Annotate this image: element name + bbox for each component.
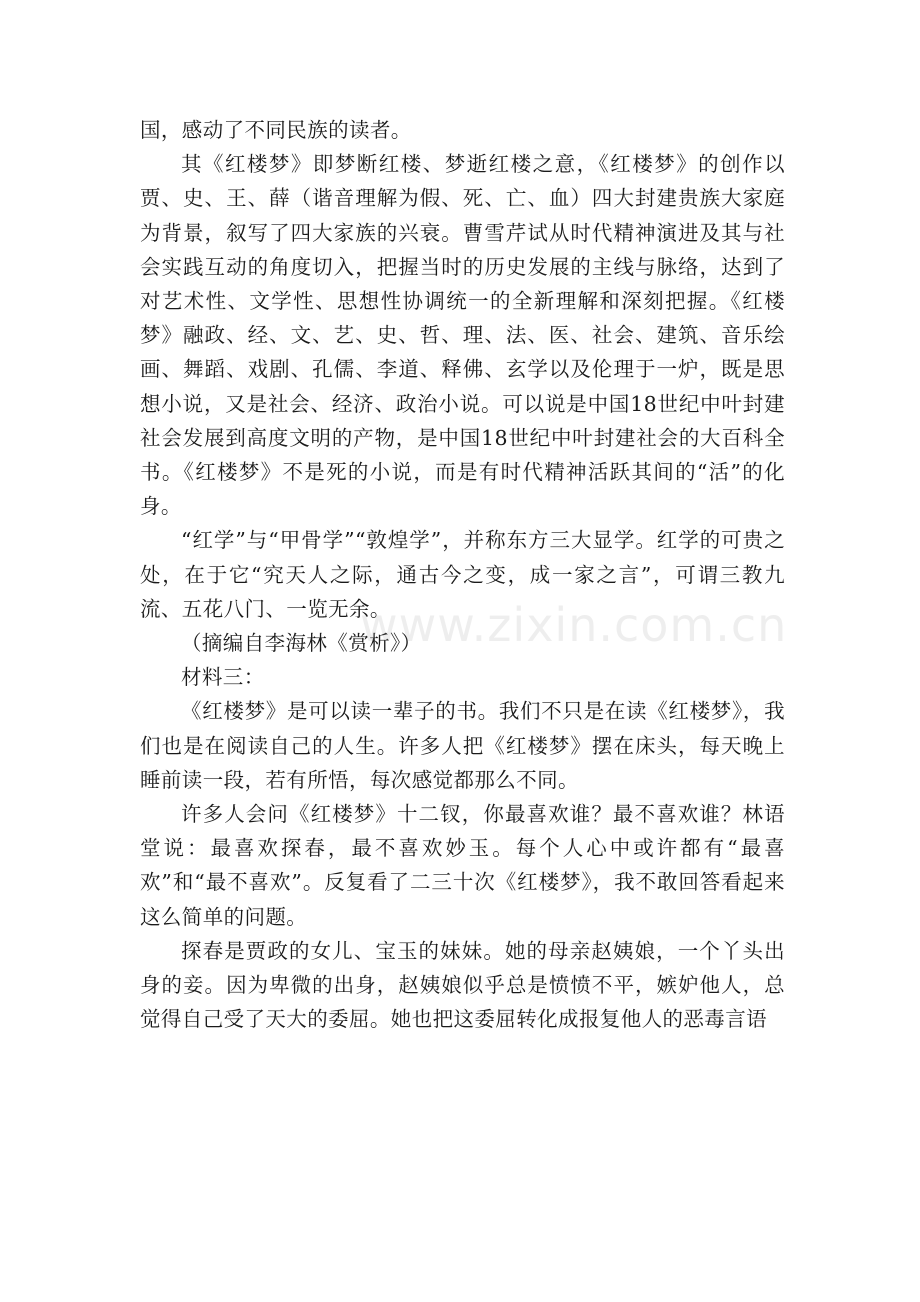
paragraph-hongloumeng-meaning: 其《红楼梦》即梦断红楼、梦逝红楼之意，《红楼梦》的创作以贾、史、王、薛（谐音理解为假、死、亡、血）四大封建贵族大家庭为背景，叙写了四大家族的兴衰。曹雪芹试从时代精神演进及其与社会实践互动的角度切入，把握当时的历史发展的主线与脉络，达到了对艺术性、文学性、思想性协调统一的全新理解和深刻把握。《红楼梦》融政、经、文、艺、史、哲、理、法、医、社会、建筑、音乐绘画、舞蹈、戏剧、孔儒、李道、释佛、玄学以及伦理于一炉，既是思想小说，又是社会、经济、政治小说。可以说是中国18世纪中叶封建社会发展到高度文明的产物，是中国18世纪中叶封建社会的大百科全书。《红楼梦》不是死的小说，而是有时代精神活跃其间的“活”的化身。 <box>140 152 785 519</box>
paragraph-lifelong-book: 《红楼梦》是可以读一辈子的书。我们不只是在读《红楼梦》，我们也是在阅读自己的人生。许多人把《红楼梦》摆在床头，每天晚上睡前读一段，若有所悟，每次感觉都那么不同。 <box>140 699 785 792</box>
site-watermark: www.zixin.com.cn <box>360 598 788 652</box>
paragraph-hongxue: “红学”与“甲骨学”“敦煌学”，并称东方三大显学。红学的可贵之处，在于它“究天人之际，通古今之变，成一家之言”，可谓三教九流、五花八门、一览无余。 <box>140 528 785 621</box>
material-three-heading: 材料三： <box>181 665 265 690</box>
paragraph-twelve-beauties: 许多人会问《红楼梦》十二钗，你最喜欢谁？最不喜欢谁？林语堂说：最喜欢探春，最不喜欢妙玉。每个人心中或许都有“最喜欢”和“最不喜欢”。反复看了二三十次《红楼梦》，我不敢回答看起来这么简单的问题。 <box>140 802 785 929</box>
paragraph-tanchun: 探春是贾政的女儿、宝玉的妹妹。她的母亲赵姨娘，一个丫头出身的妾。因为卑微的出身，赵姨娘似乎总是愤愤不平，嫉妒他人，总觉得自己受了天大的委屈。她也把这委屈转化成报复他人的恶毒言语 <box>140 938 785 1032</box>
document-body <box>140 113 788 1036</box>
paragraph-continuation: 国，感动了不同民族的读者。 <box>140 118 412 142</box>
source-citation: （摘编自李海林《赏析》） <box>181 631 422 656</box>
